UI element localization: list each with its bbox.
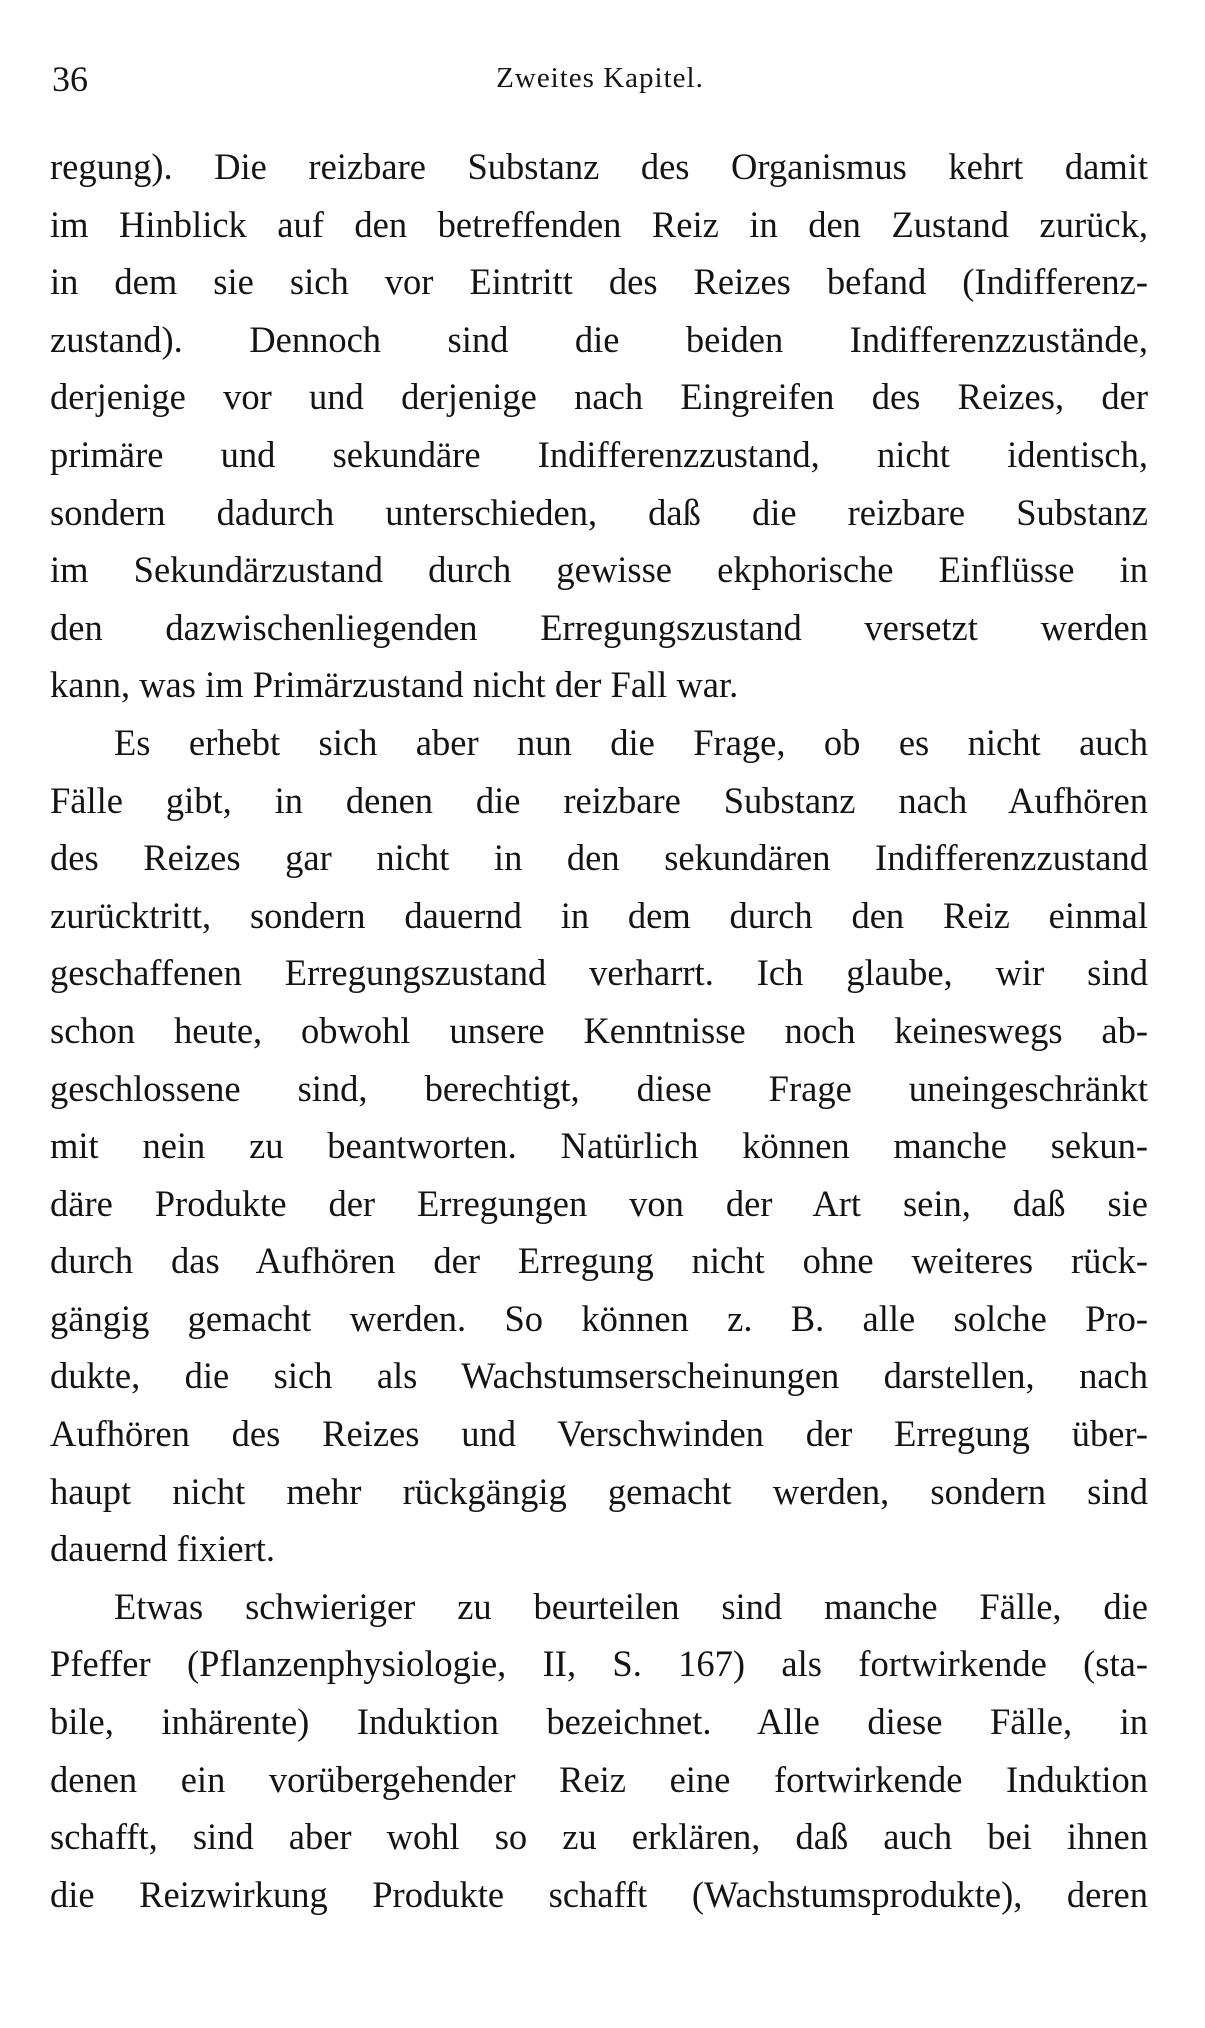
paragraph bbox=[50, 138, 1148, 714]
text-line: im Hinblick auf den betreffenden Reiz in den Zustand zurück, bbox=[50, 203, 1148, 245]
text-line: geschlossene sind, berechtigt, diese Frage uneingeschränkt bbox=[50, 1067, 1148, 1109]
text-line: schafft, sind aber wohl so zu erklären, daß auch bei ihnen bbox=[50, 1816, 1148, 1858]
text-line: bile, inhärente) Induktion bezeichnet. Alle diese Fälle, in bbox=[50, 1701, 1148, 1743]
text-line: sondern dadurch unterschieden, daß die reizbare Substanz bbox=[50, 491, 1148, 533]
page-number: 36 bbox=[52, 59, 88, 99]
text-line: denen ein vorübergehender Reiz eine fortwirkende Induktion bbox=[50, 1758, 1148, 1800]
paragraph bbox=[50, 714, 1148, 1578]
text-line: den dazwischenliegenden Erregungszustand versetzt werden bbox=[50, 606, 1148, 648]
text-line: Pfeffer (Pflanzenphysiologie, II, S. 167) als fortwirkende (sta- bbox=[50, 1643, 1148, 1685]
text-line: dauernd fixiert. bbox=[50, 1528, 275, 1570]
text-line: däre Produkte der Erregungen von der Art sein, daß sie bbox=[50, 1182, 1148, 1224]
text-line: haupt nicht mehr rückgängig gemacht werden, sondern sind bbox=[50, 1470, 1148, 1512]
text-line: schon heute, obwohl unsere Kenntnisse noch keineswegs ab- bbox=[50, 1009, 1148, 1051]
paragraph bbox=[50, 1578, 1148, 1924]
text-line: Fälle gibt, in denen die reizbare Substanz nach Aufhören bbox=[50, 779, 1148, 821]
text-line: die Reizwirkung Produkte schafft (Wachstumsprodukte), deren bbox=[50, 1873, 1148, 1915]
text-line: des Reizes gar nicht in den sekundären Indifferenzzustand bbox=[50, 837, 1148, 879]
text-line: mit nein zu beantworten. Natürlich können manche sekun- bbox=[50, 1125, 1148, 1167]
text-line: primäre und sekundäre Indifferenzzustand, nicht identisch, bbox=[50, 433, 1148, 475]
page-header bbox=[52, 58, 1148, 108]
text-line: dukte, die sich als Wachstumserscheinungen darstellen, nach bbox=[50, 1355, 1148, 1397]
text-line: regung). Die reizbare Substanz des Organismus kehrt damit bbox=[50, 146, 1148, 187]
text-line: in dem sie sich vor Eintritt des Reizes befand (Indifferenz- bbox=[50, 261, 1148, 303]
text-line: Aufhören des Reizes und Verschwinden der Erregung über- bbox=[50, 1413, 1148, 1455]
text-line: zurücktritt, sondern dauernd in dem durch den Reiz einmal bbox=[50, 894, 1148, 936]
text-line: im Sekundärzustand durch gewisse ekphorische Einflüsse in bbox=[50, 549, 1148, 591]
body-text bbox=[50, 138, 1148, 1923]
text-line: kann, was im Primärzustand nicht der Fall war. bbox=[50, 664, 739, 706]
text-line: zustand). Dennoch sind die beiden Indifferenzzustände, bbox=[50, 318, 1148, 360]
text-line: geschaffenen Erregungszustand verharrt. Ich glaube, wir sind bbox=[50, 952, 1148, 994]
text-line: durch das Aufhören der Erregung nicht ohne weiteres rück- bbox=[50, 1240, 1148, 1282]
text-line: Es erhebt sich aber nun die Frage, ob es nicht auch bbox=[114, 721, 1148, 763]
text-line: derjenige vor und derjenige nach Eingreifen des Reizes, der bbox=[50, 376, 1148, 418]
text-line: Etwas schwieriger zu beurteilen sind manche Fälle, die bbox=[114, 1585, 1148, 1627]
running-head: Zweites Kapitel. bbox=[496, 62, 704, 94]
text-line: gängig gemacht werden. So können z. B. alle solche Pro- bbox=[50, 1297, 1148, 1339]
